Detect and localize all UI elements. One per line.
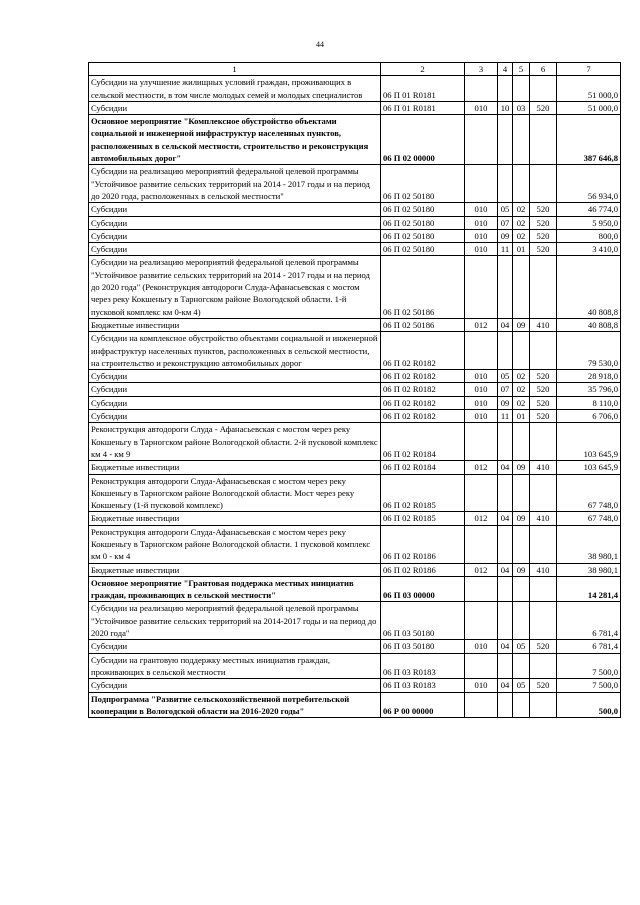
budget-table: [88, 62, 621, 718]
item-code: 06 П 03 50180: [381, 640, 465, 653]
item-code: 06 П 02 R0182: [381, 410, 465, 423]
item-amount: 7 500,0: [557, 679, 621, 692]
table-row: [89, 76, 621, 102]
item-name: Субсидии на улучшение жилищных условий граждан, проживающих в сельской местности, в том числе молодых семей и молодых специалистов: [89, 76, 381, 102]
item-expense-type: 520: [530, 203, 557, 216]
table-row: [89, 640, 621, 653]
table-row: [89, 525, 621, 563]
table-row: [89, 243, 621, 256]
item-section: 05: [498, 203, 513, 216]
item-amount: 40 808,8: [557, 318, 621, 331]
item-code: 06 П 01 R0181: [381, 101, 465, 114]
item-expense-type: [530, 692, 557, 718]
table-row: [89, 165, 621, 203]
item-ministry: 012: [465, 461, 498, 474]
header-cell: 2: [381, 63, 465, 76]
item-name: Субсидии: [89, 679, 381, 692]
item-amount: 7 500,0: [557, 653, 621, 679]
item-section: [498, 423, 513, 461]
item-expense-type: [530, 256, 557, 318]
item-amount: 38 980,1: [557, 525, 621, 563]
item-amount: 67 748,0: [557, 512, 621, 525]
table-row: [89, 423, 621, 461]
item-name: Субсидии: [89, 640, 381, 653]
item-ministry: 010: [465, 383, 498, 396]
item-section: 11: [498, 243, 513, 256]
item-code: 06 П 02 R0185: [381, 512, 465, 525]
item-code: 06 П 02 R0184: [381, 423, 465, 461]
item-section: 04: [498, 318, 513, 331]
item-expense-type: [530, 423, 557, 461]
item-section: 11: [498, 410, 513, 423]
item-section: 07: [498, 216, 513, 229]
item-subsection: 09: [513, 461, 530, 474]
item-code: 06 П 01 R0181: [381, 76, 465, 102]
item-section: 09: [498, 396, 513, 409]
item-section: 04: [498, 679, 513, 692]
item-expense-type: 410: [530, 461, 557, 474]
item-subsection: [513, 76, 530, 102]
item-subsection: [513, 165, 530, 203]
header-cell: 5: [513, 63, 530, 76]
item-expense-type: 520: [530, 396, 557, 409]
item-expense-type: 520: [530, 640, 557, 653]
item-subsection: 05: [513, 640, 530, 653]
item-subsection: [513, 576, 530, 602]
table-row: [89, 396, 621, 409]
item-section: 04: [498, 563, 513, 576]
table-row: [89, 576, 621, 602]
item-name: Субсидии на реализацию мероприятий федеральной целевой программы "Устойчивое развитие сельских территорий на 2014-2017 годы и на период до 2020 года": [89, 602, 381, 640]
item-expense-type: [530, 602, 557, 640]
item-subsection: 05: [513, 679, 530, 692]
item-amount: 8 110,0: [557, 396, 621, 409]
item-amount: 103 645,9: [557, 461, 621, 474]
table-body: [89, 63, 621, 718]
item-subsection: 02: [513, 370, 530, 383]
item-section: 04: [498, 512, 513, 525]
item-expense-type: 410: [530, 563, 557, 576]
item-name: Субсидии: [89, 396, 381, 409]
item-amount: 800,0: [557, 229, 621, 242]
item-section: 05: [498, 370, 513, 383]
item-ministry: [465, 525, 498, 563]
item-amount: 56 934,0: [557, 165, 621, 203]
item-expense-type: [530, 332, 557, 370]
header-cell: 6: [530, 63, 557, 76]
item-subsection: [513, 423, 530, 461]
item-ministry: 012: [465, 563, 498, 576]
item-expense-type: 520: [530, 243, 557, 256]
item-subsection: [513, 525, 530, 563]
item-name: Субсидии на реализацию мероприятий федеральной целевой программы "Устойчивое развитие сельских территорий на 2014 - 2017 годы и на период до 2020 года, расположенных в сельской местности": [89, 165, 381, 203]
item-ministry: [465, 602, 498, 640]
item-section: [498, 165, 513, 203]
item-subsection: [513, 692, 530, 718]
item-name: Субсидии на грантовую поддержку местных инициатив граждан, проживающих в сельской местности: [89, 653, 381, 679]
item-subsection: [513, 256, 530, 318]
table-row: [89, 679, 621, 692]
table-row: [89, 383, 621, 396]
header-cell: 4: [498, 63, 513, 76]
item-ministry: 010: [465, 410, 498, 423]
table-row: [89, 474, 621, 512]
item-subsection: 02: [513, 229, 530, 242]
item-code: 06 Р 00 00000: [381, 692, 465, 718]
item-ministry: [465, 76, 498, 102]
item-code: 06 П 02 50180: [381, 243, 465, 256]
item-name: Субсидии: [89, 216, 381, 229]
item-expense-type: [530, 474, 557, 512]
item-name: Основное мероприятие "Грантовая поддержка местных инициатив граждан, проживающих в сельской местности": [89, 576, 381, 602]
header-cell: 1: [89, 63, 381, 76]
item-expense-type: 520: [530, 370, 557, 383]
item-section: [498, 332, 513, 370]
item-code: 06 П 03 R0183: [381, 679, 465, 692]
item-name: Реконструкция автодороги Слуда - Афанасьевская с мостом через реку Кокшеньгу в Тарногском районе Вологодской области. 2-й пусковой комплекс км 4 - км 9: [89, 423, 381, 461]
item-code: 06 П 03 R0183: [381, 653, 465, 679]
item-amount: 103 645,9: [557, 423, 621, 461]
item-code: 06 П 02 50180: [381, 216, 465, 229]
item-subsection: [513, 474, 530, 512]
item-ministry: 012: [465, 512, 498, 525]
item-section: [498, 576, 513, 602]
item-ministry: [465, 474, 498, 512]
table-row: [89, 602, 621, 640]
item-subsection: 09: [513, 512, 530, 525]
item-amount: 38 980,1: [557, 563, 621, 576]
item-subsection: 02: [513, 383, 530, 396]
item-section: [498, 525, 513, 563]
item-code: 06 П 02 R0182: [381, 383, 465, 396]
table-row: [89, 563, 621, 576]
item-ministry: [465, 692, 498, 718]
item-name: Субсидии: [89, 229, 381, 242]
item-expense-type: 410: [530, 512, 557, 525]
table-row: [89, 115, 621, 165]
item-subsection: [513, 115, 530, 165]
item-subsection: 01: [513, 410, 530, 423]
item-expense-type: [530, 576, 557, 602]
item-amount: 6 706,0: [557, 410, 621, 423]
item-code: 06 П 02 50180: [381, 203, 465, 216]
item-ministry: [465, 256, 498, 318]
item-subsection: 02: [513, 203, 530, 216]
header-cell: 7: [557, 63, 621, 76]
item-amount: 5 950,0: [557, 216, 621, 229]
item-subsection: [513, 653, 530, 679]
item-ministry: 010: [465, 216, 498, 229]
item-ministry: 010: [465, 229, 498, 242]
item-code: 06 П 03 50180: [381, 602, 465, 640]
table-row: [89, 653, 621, 679]
item-amount: 51 000,0: [557, 76, 621, 102]
item-section: 07: [498, 383, 513, 396]
item-ministry: 010: [465, 396, 498, 409]
item-subsection: 02: [513, 396, 530, 409]
item-code: 06 П 02 R0182: [381, 396, 465, 409]
item-amount: 6 781,4: [557, 640, 621, 653]
item-subsection: [513, 332, 530, 370]
item-name: Субсидии: [89, 101, 381, 114]
item-amount: 79 530,0: [557, 332, 621, 370]
item-name: Реконструкция автодороги Слуда-Афанасьевская с мостом через реку Кокшеньгу в Тарногском районе Вологодской области. 1 пусковой комплекс км 0 - км 4: [89, 525, 381, 563]
table-row: [89, 512, 621, 525]
item-ministry: 012: [465, 318, 498, 331]
item-code: 06 П 02 R0185: [381, 474, 465, 512]
item-ministry: 010: [465, 203, 498, 216]
item-name: Субсидии: [89, 203, 381, 216]
item-subsection: [513, 602, 530, 640]
item-amount: 14 281,4: [557, 576, 621, 602]
item-name: Основное мероприятие "Комплексное обустройство объектами социальной и инженерной инфраструктур населенных пунктов, расположенных в сельской местности, строительство и реконструкция автомобильных дорог": [89, 115, 381, 165]
page-number: 44: [316, 40, 324, 49]
item-name: Бюджетные инвестиции: [89, 318, 381, 331]
item-amount: 500,0: [557, 692, 621, 718]
table-row: [89, 370, 621, 383]
item-ministry: 010: [465, 640, 498, 653]
item-expense-type: 520: [530, 383, 557, 396]
table-row: [89, 256, 621, 318]
item-subsection: 03: [513, 101, 530, 114]
item-section: [498, 115, 513, 165]
item-expense-type: [530, 76, 557, 102]
table-row: [89, 318, 621, 331]
item-expense-type: 520: [530, 229, 557, 242]
item-ministry: [465, 165, 498, 203]
table-row: [89, 229, 621, 242]
item-amount: 35 796,0: [557, 383, 621, 396]
item-expense-type: 410: [530, 318, 557, 331]
item-amount: 51 000,0: [557, 101, 621, 114]
item-code: 06 П 02 50186: [381, 318, 465, 331]
item-section: [498, 653, 513, 679]
item-section: [498, 76, 513, 102]
header-row: [89, 63, 621, 76]
item-expense-type: [530, 165, 557, 203]
item-expense-type: [530, 115, 557, 165]
item-name: Бюджетные инвестиции: [89, 512, 381, 525]
item-code: 06 П 02 R0182: [381, 370, 465, 383]
item-code: 06 П 02 R0182: [381, 332, 465, 370]
item-code: 06 П 02 R0184: [381, 461, 465, 474]
item-ministry: 010: [465, 101, 498, 114]
item-name: Реконструкция автодороги Слуда-Афанасьевская с мостом через реку Кокшеньгу в Тарногском районе Вологодской области. Мост через реку Кокшеньгу (1-й пусковой комплекс): [89, 474, 381, 512]
table-row: [89, 692, 621, 718]
item-code: 06 П 02 50180: [381, 165, 465, 203]
item-subsection: 09: [513, 318, 530, 331]
item-code: 06 П 03 00000: [381, 576, 465, 602]
item-expense-type: [530, 525, 557, 563]
item-ministry: [465, 115, 498, 165]
item-section: [498, 602, 513, 640]
item-name: Бюджетные инвестиции: [89, 563, 381, 576]
item-section: [498, 256, 513, 318]
item-ministry: [465, 332, 498, 370]
item-amount: 3 410,0: [557, 243, 621, 256]
item-expense-type: 520: [530, 679, 557, 692]
item-name: Субсидии: [89, 370, 381, 383]
item-expense-type: 520: [530, 216, 557, 229]
item-section: 04: [498, 640, 513, 653]
item-section: 04: [498, 461, 513, 474]
item-section: [498, 692, 513, 718]
item-ministry: 010: [465, 243, 498, 256]
item-ministry: 010: [465, 370, 498, 383]
table-row: [89, 410, 621, 423]
item-expense-type: 520: [530, 410, 557, 423]
item-ministry: 010: [465, 679, 498, 692]
item-name: Подпрограмма "Развитие сельскохозяйственной потребительской кооперации в Вологодской области на 2016-2020 годы": [89, 692, 381, 718]
item-code: 06 П 02 50180: [381, 229, 465, 242]
item-amount: 28 918,0: [557, 370, 621, 383]
header-cell: 3: [465, 63, 498, 76]
item-section: 09: [498, 229, 513, 242]
item-amount: 46 774,0: [557, 203, 621, 216]
item-expense-type: 520: [530, 101, 557, 114]
item-amount: 387 646,8: [557, 115, 621, 165]
item-name: Субсидии: [89, 410, 381, 423]
table-row: [89, 332, 621, 370]
item-ministry: [465, 653, 498, 679]
item-code: 06 П 02 00000: [381, 115, 465, 165]
item-code: 06 П 02 R0186: [381, 525, 465, 563]
item-name: Бюджетные инвестиции: [89, 461, 381, 474]
item-ministry: [465, 423, 498, 461]
item-name: Субсидии: [89, 243, 381, 256]
item-subsection: 09: [513, 563, 530, 576]
item-subsection: 01: [513, 243, 530, 256]
item-code: 06 П 02 50186: [381, 256, 465, 318]
table-row: [89, 461, 621, 474]
item-amount: 6 781,4: [557, 602, 621, 640]
table-row: [89, 216, 621, 229]
table-row: [89, 203, 621, 216]
item-section: [498, 474, 513, 512]
item-name: Субсидии: [89, 383, 381, 396]
item-code: 06 П 02 R0186: [381, 563, 465, 576]
item-name: Субсидии на реализацию мероприятий федеральной целевой программы "Устойчивое развитие сельских территорий на 2014 - 2017 годы и на период до 2020 года" (Реконструкция автодороги Слуда-Афанасьевская с мостом через реку Кокшеньгу в Тарногском районе Вологодской области. 1-й пусковой комплекс км 0-км 4): [89, 256, 381, 318]
item-name: Субсидии на комплексное обустройство объектами социальной и инженерной инфраструктур населенных пунктов, расположенных в сельской местности, на строительство и реконструкцию автомобильных дорог: [89, 332, 381, 370]
item-amount: 40 808,8: [557, 256, 621, 318]
item-amount: 67 748,0: [557, 474, 621, 512]
table-row: [89, 101, 621, 114]
item-section: 10: [498, 101, 513, 114]
item-expense-type: [530, 653, 557, 679]
item-ministry: [465, 576, 498, 602]
item-subsection: 02: [513, 216, 530, 229]
